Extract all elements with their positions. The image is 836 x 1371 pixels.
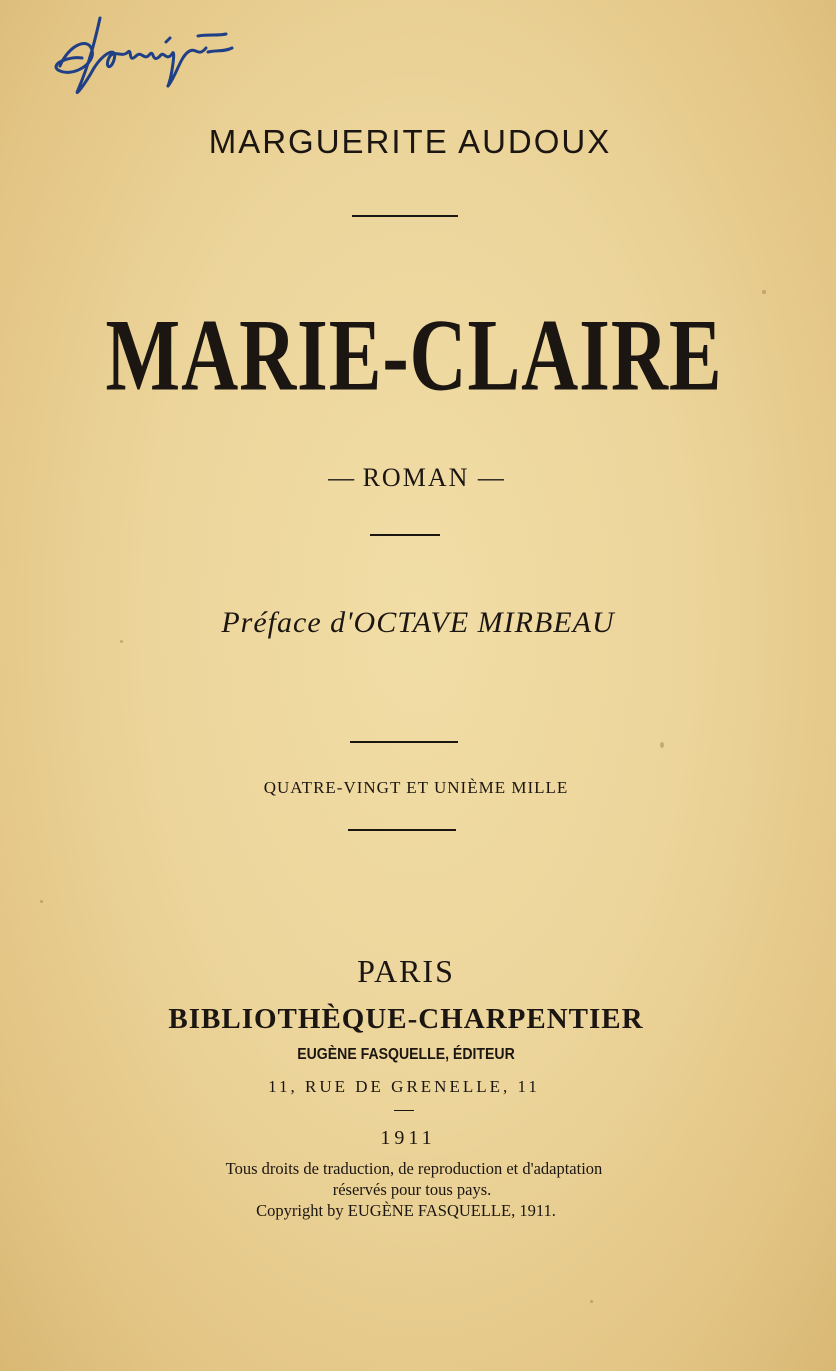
edition-statement: QUATRE-VINGT ET UNIÈME MILLE: [263, 778, 569, 797]
paper-speck: [590, 1300, 593, 1303]
divider-rule: [370, 534, 440, 536]
imprint-city: PARIS: [357, 953, 455, 989]
genre-line: [0, 461, 834, 495]
paper-speck: [660, 742, 664, 748]
rights-line-1: Tous droits de traduction, de reproduction et d'adaptation: [225, 1159, 603, 1178]
copyright-line: Copyright by EUGÈNE FASQUELLE, 1911.: [256, 1201, 556, 1220]
imprint-publisher: BIBLIOTHÈQUE-CHARPENTIER: [168, 1003, 644, 1035]
dash-left: —: [328, 463, 355, 492]
divider-rule: [348, 829, 456, 831]
dash-right: —: [477, 463, 504, 492]
divider-rule: [394, 1110, 414, 1111]
author-name: MARGUERITE AUDOUX: [208, 123, 612, 160]
paper-speck: [40, 900, 43, 903]
genre-label: ROMAN: [362, 463, 470, 492]
preface-credit: Préface d'OCTAVE MIRBEAU: [221, 606, 615, 639]
imprint-year: 1911: [380, 1127, 436, 1149]
handwritten-signature: [48, 6, 238, 102]
divider-rule: [350, 741, 458, 743]
divider-rule: [352, 215, 458, 217]
book-title: MARIE-CLAIRE: [105, 297, 723, 412]
imprint-editor: EUGÈNE FASQUELLE, ÉDITEUR: [297, 1046, 515, 1063]
rights-line-2: réservés pour tous pays.: [332, 1180, 492, 1199]
imprint-address: 11, RUE DE GRENELLE, 11: [268, 1077, 540, 1096]
